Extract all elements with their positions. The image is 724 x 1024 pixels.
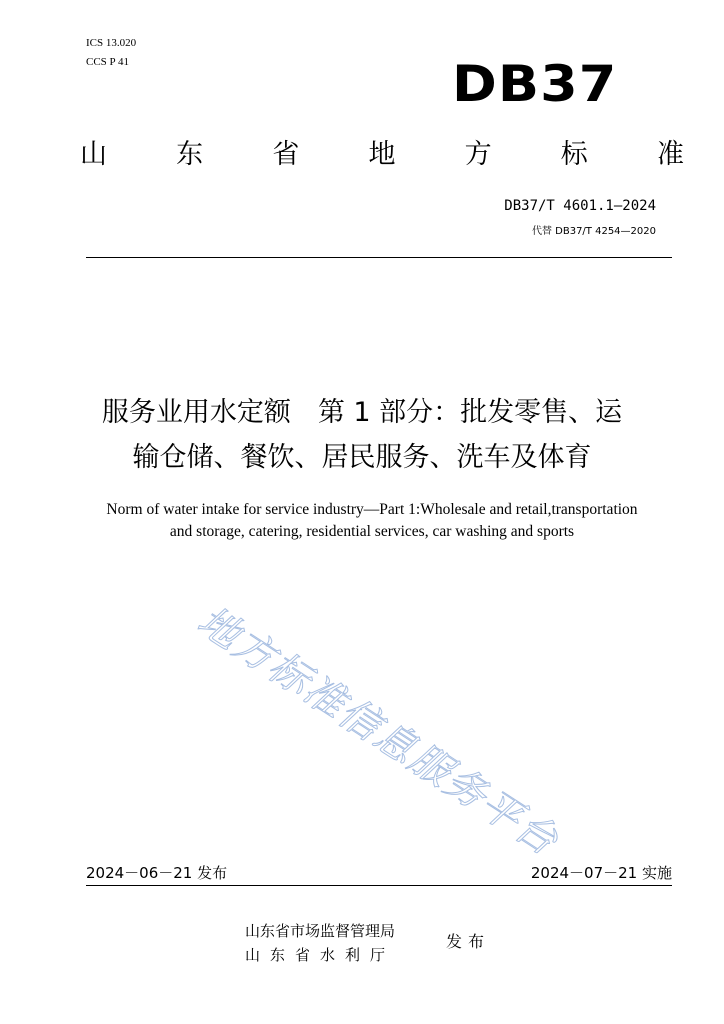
db37-logo: DB37 bbox=[452, 55, 618, 113]
ccs-code: CCS P 41 bbox=[86, 56, 130, 68]
standard-type-char: 标 bbox=[560, 139, 588, 170]
english-title-line: and storage, catering, residential services, car washing and sports bbox=[169, 523, 575, 540]
standard-type-char: 山 bbox=[80, 139, 107, 170]
top-divider bbox=[86, 257, 672, 258]
ics-code: ICS 13.020 bbox=[86, 37, 137, 49]
standard-type-char: 地 bbox=[368, 139, 396, 170]
issuing-authorities bbox=[245, 919, 395, 967]
english-title bbox=[60, 499, 684, 543]
standard-type-heading bbox=[80, 138, 684, 172]
standard-number: DB37/T 4601.1—2024 bbox=[504, 198, 656, 214]
watermark: 地方标准信息服务平台 bbox=[189, 597, 567, 866]
issuer-water-resources: 山东省水利厅 bbox=[245, 946, 396, 964]
issue-date: 2024－06－21 发布 bbox=[86, 864, 228, 882]
replaces-standard: 代替 DB37/T 4254—2020 bbox=[531, 226, 656, 237]
implementation-date: 2024－07－21 实施 bbox=[530, 864, 672, 882]
bottom-divider bbox=[86, 885, 672, 886]
chinese-title-line: 输仓储、餐饮、居民服务、洗车及体育 bbox=[132, 442, 592, 473]
chinese-title bbox=[40, 390, 684, 480]
chinese-title-line: 服务业用水定额 第 1 部分：批发零售、运 bbox=[101, 397, 623, 428]
english-title-line: Norm of water intake for service industry—Part 1:Wholesale and retail,transportation bbox=[106, 501, 638, 518]
standard-type-char: 省 bbox=[272, 139, 300, 170]
standard-type-char: 准 bbox=[656, 139, 684, 170]
publish-label: 发布 bbox=[446, 932, 491, 951]
issuer-market-regulation: 山东省市场监督管理局 bbox=[245, 922, 396, 940]
standard-type-char: 方 bbox=[464, 139, 492, 170]
standard-type-char: 东 bbox=[176, 139, 204, 170]
